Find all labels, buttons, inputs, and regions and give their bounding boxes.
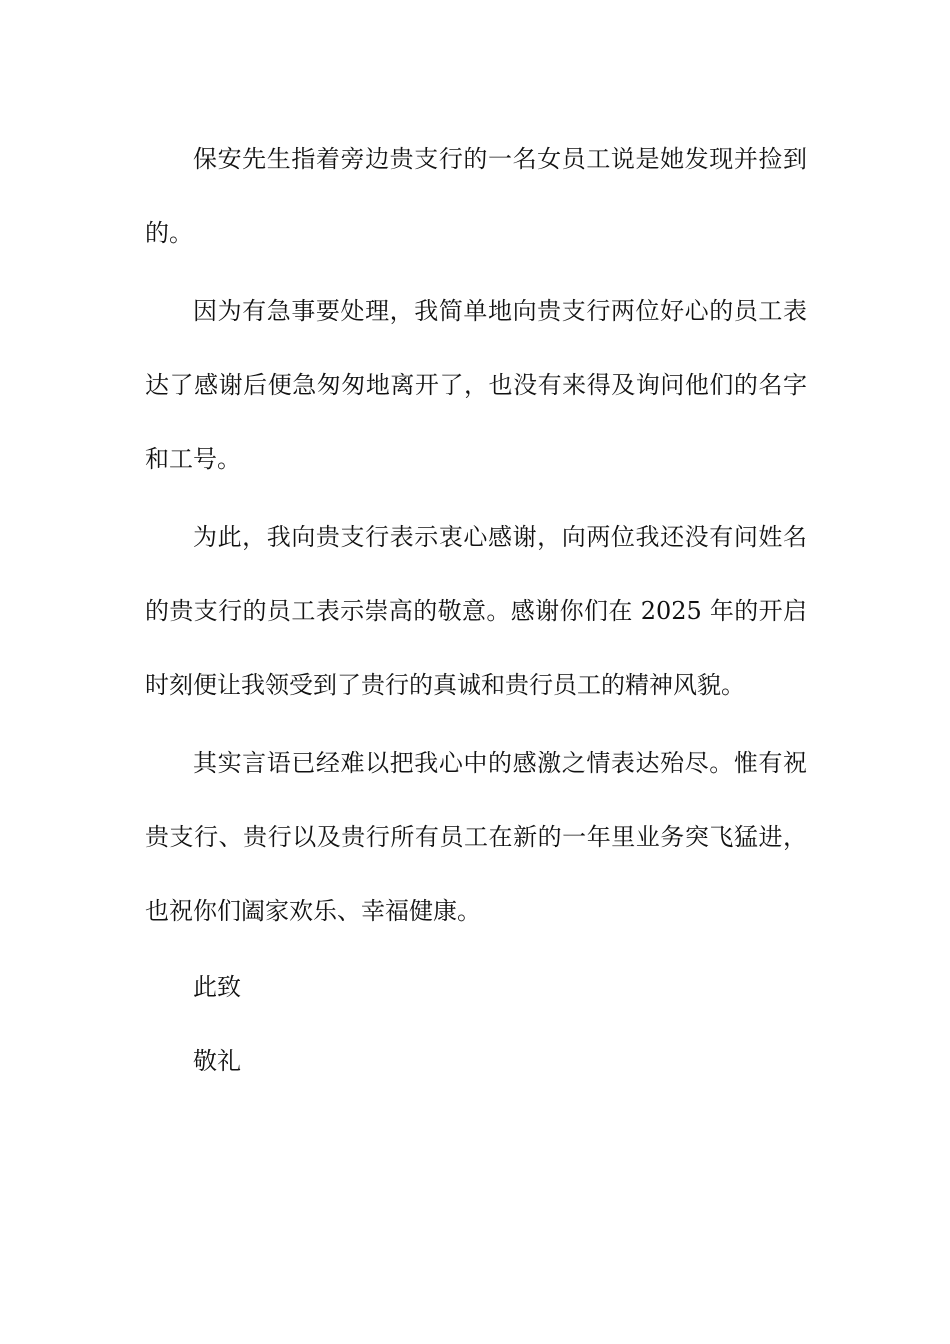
paragraph-3: 为此，我向贵支行表示衷心感谢，向两位我还没有问姓名的贵支行的员工表示崇高的敬意。感谢你们在 2025 年的开启时刻便让我领受到了贵行的真诚和贵行员工的精神风貌。: [145, 523, 807, 699]
letter-body: [145, 122, 807, 1100]
paragraph-2: 因为有急事要处理，我简单地向贵支行两位好心的员工表达了感谢后便急匆匆地离开了，也没有来得及询问他们的名字和工号。: [145, 297, 807, 473]
paragraph-4: 其实言语已经难以把我心中的感激之情表达殆尽。惟有祝贵支行、贵行以及贵行所有员工在新的一年里业务突飞猛进，也祝你们阖家欢乐、幸福健康。: [145, 749, 807, 925]
closing-regards: 敬礼: [193, 1047, 241, 1075]
closing-salutation: 此致: [193, 973, 241, 1001]
paragraph-1: 保安先生指着旁边贵支行的一名女员工说是她发现并捡到的。: [145, 145, 807, 247]
